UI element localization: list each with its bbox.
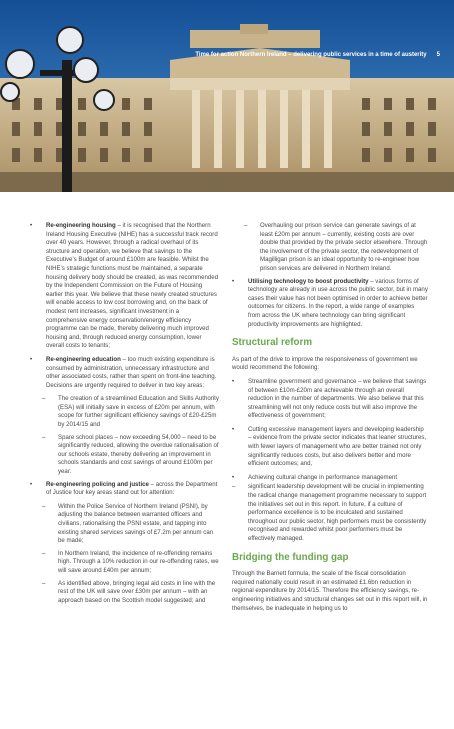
section-heading-structural-reform: Structural reform	[232, 337, 313, 349]
header-title: Time for action Northern Ireland – delivering public services in a time of austerity	[195, 52, 427, 58]
bullet-lead: Re-engineering policing and justice	[46, 480, 149, 488]
left-column	[30, 222, 220, 609]
running-header	[195, 52, 440, 58]
bullet-text: – too much existing expenditure is consumed by administration, unnecessary infrastructure and other associated costs, rather than spent on front-line teaching. Decisions are urgently required to deliver in two key areas:	[46, 355, 217, 389]
sub-list-item: – In Northern Ireland, the incidence of re-offending remains high. Through a 10% reduction in our re-offending rates, we will save around £40m per annum;	[30, 550, 220, 576]
section-intro: As part of the drive to improve the responsiveness of government we would recommend the following:	[232, 355, 418, 372]
stormont-building-photo	[0, 0, 454, 192]
sub-list-item: – Within the Police Service of Northern Ireland (PSNI), by adjusting the balance between warranted officers and civilians, rationalising the PSNI estate, and tapping into existing shared services savings of £7.2m per annum can be made;	[30, 503, 220, 546]
list-item	[30, 356, 220, 390]
right-column	[232, 222, 428, 618]
sub-list-item: – The creation of a streamlined Education and Skills Authority (ESA) will initially save in excess of £20m per annum, with scope for further significant efficiency savings of £20-£25m by 2014/15 and	[30, 395, 220, 429]
list-item: • Achieving cultural change in performance management	[232, 474, 428, 483]
bullet-text: – it is recognised that the Northern Ireland Housing Executive (NIHE) has a successful track record over 40 years. However, through a radical overhaul of its structure and operation, we believe that savings to the Executive’s Budget of around £100m are feasible. Whilst the NIHE’s strategic functions must be maintained, a separate housing delivery body should be created, as was recommended by the Independent Commission on the Future of Housing earlier this year. We believe that these newly created structures will enable access to low cost borrowing and, on the back of modest rent increases, significant investment in a comprehensive energy conservation/energy efficiency programme can be made, thereby delivering much improved housing and, through reduced energy consumption, lower overall costs to tenants;	[46, 222, 219, 350]
list-item	[232, 278, 428, 330]
bullet-text: – across the Department of Justice four key areas stand out for attention:	[46, 480, 218, 497]
bullet-text: – various forms of technology are already in use across the public sector, but in many cases their value has not been optimised in order to achieve better outcomes for citizens. In the report, a wide range of examples from across the UK where technology can bring significant productivity improvements are highlighted.	[248, 277, 428, 328]
section-text: Through the Barnett formula, the scale of the fiscal consolidation required nationally could result in an estimated £1.6bn reduction in regional expenditure by 2014/15. Therefore the efficiency savings, re-engineering initiatives and structural changes set out in this report will, in themselves, be inadequate in helping us to	[232, 570, 428, 612]
list-item: • Cutting excessive management layers and developing leadership – evidence from the private sector indicates that leaner structures, with fewer layers of management who are better trained not only significantly reduces costs, but also delivers better and more efficient outcomes; and,	[232, 426, 428, 469]
sub-list-item: – Overhauling our prison service can generate savings of at least £20m per annum – currently, existing costs are over double that provided by the private sector elsewhere. Through the involvement of the private sector, the redevelopment of Magilligan prison is an ideal opportunity to re-engineer how prison services are delivered in Northern Ireland.	[232, 222, 428, 274]
sub-list-item: – As identified above, bringing legal aid costs in line with the rest of the UK will save over £30m per annum – with an approach based on the Scottish model suggested; and	[30, 580, 220, 606]
list-item	[30, 481, 220, 498]
sub-list-item: – Spare school places – now exceeding 54,000 – need to be significantly reduced, allowing the overdue rationalisation of our schools estate, thereby delivering an improvement in schools standards and cost savings of around £100m per year.	[30, 434, 220, 477]
bullet-lead: Utilising technology to boost productivity	[248, 277, 369, 285]
section-heading-funding-gap: Bridging the funding gap	[232, 551, 349, 563]
hero-photo	[0, 0, 454, 192]
list-item: • Streamline government and governance – we believe that savings of between £10m-£20m are achievable through an overall reduction in the number of departments. We also believe that this streamlining will not only reduce costs but will also improve the effectiveness of government;	[232, 378, 428, 421]
bullet-lead: Re-engineering education	[46, 355, 121, 363]
page-number: 5	[436, 52, 440, 58]
sub-list-item: – significant leadership development will be crucial in implementing the radical change management programme necessary to support the initiatives set out in this report. In future, if a culture of performance excellence is to be inculcated and sustained throughout our public sector, high performers must be consistently recognised and rewarded whilst poor performers must be effectively managed.	[232, 483, 428, 543]
bullet-lead: Re-engineering housing	[46, 222, 116, 229]
list-item	[30, 222, 220, 351]
